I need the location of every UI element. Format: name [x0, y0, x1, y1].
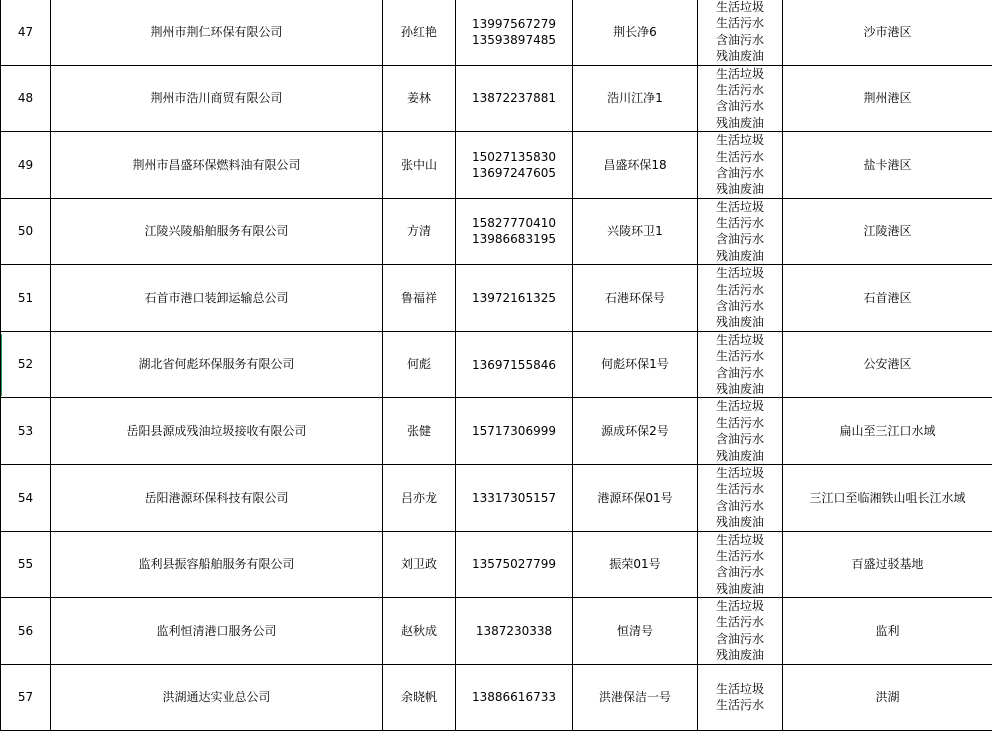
- company-name-cell[interactable]: 荆州市荆仁环保有限公司: [51, 0, 383, 65]
- phone-cell[interactable]: [456, 598, 573, 665]
- row-number-cell[interactable]: 55: [1, 531, 51, 598]
- service-area-cell[interactable]: 江陵港区: [783, 198, 992, 265]
- waste-type: 含油污水: [698, 631, 782, 647]
- company-name-cell[interactable]: 荆州市浩川商贸有限公司: [51, 65, 383, 132]
- row-number-cell[interactable]: 51: [1, 265, 51, 332]
- waste-type: 残油废油: [698, 581, 782, 597]
- phone-number: 13886616733: [456, 689, 572, 705]
- waste-type: 残油废油: [698, 381, 782, 397]
- table-row: [1, 464, 992, 531]
- waste-type: 生活垃圾: [698, 265, 782, 281]
- service-area-cell[interactable]: 洪湖: [783, 664, 992, 730]
- waste-type: 生活污水: [698, 149, 782, 165]
- contact-person-cell[interactable]: 赵秋成: [383, 598, 456, 665]
- waste-type: 含油污水: [698, 98, 782, 114]
- waste-type: 含油污水: [698, 564, 782, 580]
- company-name-cell[interactable]: 石首市港口装卸运输总公司: [51, 265, 383, 332]
- waste-type: 含油污水: [698, 32, 782, 48]
- phone-number: 13986683195: [456, 231, 572, 247]
- vessel-name-cell[interactable]: 恒清号: [573, 598, 698, 665]
- table-row: [1, 598, 992, 665]
- waste-type: 残油废油: [698, 48, 782, 64]
- waste-types-cell[interactable]: [698, 265, 783, 332]
- vessel-name-cell[interactable]: 荆长净6: [573, 0, 698, 65]
- contact-person-cell[interactable]: 姜林: [383, 65, 456, 132]
- phone-number: 15827770410: [456, 215, 572, 231]
- waste-type: 含油污水: [698, 498, 782, 514]
- waste-type: 残油废油: [698, 115, 782, 131]
- waste-types-cell[interactable]: [698, 132, 783, 199]
- waste-type: 生活污水: [698, 481, 782, 497]
- waste-type: 残油废油: [698, 514, 782, 530]
- vessel-name-cell[interactable]: 港源环保01号: [573, 464, 698, 531]
- waste-type: 生活污水: [698, 697, 782, 713]
- phone-number: 13972161325: [456, 290, 572, 306]
- waste-types-cell[interactable]: [698, 598, 783, 665]
- table-row: [1, 0, 992, 65]
- waste-type: 生活污水: [698, 548, 782, 564]
- contact-person-cell[interactable]: 何彪: [383, 331, 456, 398]
- row-number-cell[interactable]: 49: [1, 132, 51, 199]
- phone-cell[interactable]: [456, 198, 573, 265]
- contact-person-cell[interactable]: 吕亦龙: [383, 464, 456, 531]
- waste-types-cell[interactable]: [698, 531, 783, 598]
- company-name-cell[interactable]: 洪湖通达实业总公司: [51, 664, 383, 730]
- service-area-cell[interactable]: 监利: [783, 598, 992, 665]
- vessel-name-cell[interactable]: 何彪环保1号: [573, 331, 698, 398]
- table-row: [1, 664, 992, 730]
- contact-person-cell[interactable]: 刘卫政: [383, 531, 456, 598]
- waste-type: 残油废油: [698, 181, 782, 197]
- contact-person-cell[interactable]: 方清: [383, 198, 456, 265]
- waste-type: 生活污水: [698, 15, 782, 31]
- table-row: [1, 132, 992, 199]
- waste-type: 残油废油: [698, 248, 782, 264]
- row-number-cell[interactable]: 47: [1, 0, 51, 65]
- service-area-cell[interactable]: 石首港区: [783, 265, 992, 332]
- company-name-cell[interactable]: 江陵兴陵船舶服务有限公司: [51, 198, 383, 265]
- waste-type: 残油废油: [698, 647, 782, 663]
- service-area-cell[interactable]: 三江口至临湘铁山咀长江水域: [783, 464, 992, 531]
- vessel-name-cell[interactable]: 昌盛环保18: [573, 132, 698, 199]
- phone-number: 13697155846: [456, 357, 572, 373]
- waste-type: 残油废油: [698, 314, 782, 330]
- waste-types-cell[interactable]: [698, 65, 783, 132]
- waste-type: 生活垃圾: [698, 681, 782, 697]
- contact-person-cell[interactable]: 张中山: [383, 132, 456, 199]
- phone-cell[interactable]: [456, 464, 573, 531]
- company-name-cell[interactable]: 荆州市昌盛环保燃料油有限公司: [51, 132, 383, 199]
- waste-type: 含油污水: [698, 298, 782, 314]
- waste-type: 生活垃圾: [698, 132, 782, 148]
- waste-type: 生活垃圾: [698, 398, 782, 414]
- waste-types-cell[interactable]: [698, 664, 783, 730]
- phone-number: 13317305157: [456, 490, 572, 506]
- service-area-cell[interactable]: 百盛过驳基地: [783, 531, 992, 598]
- company-name-cell[interactable]: 岳阳县源成残油垃圾接收有限公司: [51, 398, 383, 465]
- waste-type: 生活污水: [698, 348, 782, 364]
- company-name-cell[interactable]: 监利县振容船舶服务有限公司: [51, 531, 383, 598]
- vessel-name-cell[interactable]: 兴陵环卫1: [573, 198, 698, 265]
- row-number-cell[interactable]: 52: [1, 331, 51, 398]
- phone-cell[interactable]: [456, 0, 573, 65]
- service-area-cell[interactable]: 沙市港区: [783, 0, 992, 65]
- waste-type: 生活垃圾: [698, 0, 782, 15]
- service-area-cell[interactable]: 盐卡港区: [783, 132, 992, 199]
- phone-cell[interactable]: [456, 265, 573, 332]
- table-row: [1, 331, 992, 398]
- company-name-cell[interactable]: 湖北省何彪环保服务有限公司: [51, 331, 383, 398]
- waste-type: 含油污水: [698, 431, 782, 447]
- service-area-cell[interactable]: 扁山至三江口水域: [783, 398, 992, 465]
- waste-type: 生活污水: [698, 282, 782, 298]
- waste-type: 生活污水: [698, 215, 782, 231]
- phone-number: 13593897485: [456, 32, 572, 48]
- service-area-cell[interactable]: 荆州港区: [783, 65, 992, 132]
- table-row: [1, 531, 992, 598]
- waste-type: 含油污水: [698, 231, 782, 247]
- phone-cell[interactable]: [456, 531, 573, 598]
- phone-cell[interactable]: [456, 664, 573, 730]
- waste-type: 生活垃圾: [698, 66, 782, 82]
- row-number-cell[interactable]: 54: [1, 464, 51, 531]
- waste-type: 生活污水: [698, 415, 782, 431]
- phone-cell[interactable]: [456, 65, 573, 132]
- phone-cell[interactable]: [456, 398, 573, 465]
- vessel-name-cell[interactable]: 洪港保洁一号: [573, 664, 698, 730]
- table-row: [1, 198, 992, 265]
- vessel-name-cell[interactable]: 浩川江净1: [573, 65, 698, 132]
- phone-number: 15027135830: [456, 149, 572, 165]
- waste-types-cell[interactable]: [698, 464, 783, 531]
- table-row: [1, 65, 992, 132]
- table-row: [1, 265, 992, 332]
- row-number-cell[interactable]: 56: [1, 598, 51, 665]
- phone-number: 13575027799: [456, 556, 572, 572]
- vessel-name-cell[interactable]: 源成环保2号: [573, 398, 698, 465]
- phone-cell[interactable]: [456, 132, 573, 199]
- phone-cell[interactable]: [456, 331, 573, 398]
- company-name-cell[interactable]: 监利恒清港口服务公司: [51, 598, 383, 665]
- table-body: [1, 0, 992, 730]
- phone-number: 13697247605: [456, 165, 572, 181]
- row-number-cell[interactable]: 57: [1, 664, 51, 730]
- waste-type: 生活垃圾: [698, 332, 782, 348]
- waste-type: 生活垃圾: [698, 465, 782, 481]
- row-number-cell[interactable]: 53: [1, 398, 51, 465]
- waste-type: 残油废油: [698, 448, 782, 464]
- row-number-cell[interactable]: 48: [1, 65, 51, 132]
- service-area-cell[interactable]: 公安港区: [783, 331, 992, 398]
- phone-number: 13997567279: [456, 16, 572, 32]
- waste-types-cell[interactable]: [698, 331, 783, 398]
- waste-type: 含油污水: [698, 365, 782, 381]
- phone-number: 13872237881: [456, 90, 572, 106]
- contact-person-cell[interactable]: 余晓帆: [383, 664, 456, 730]
- waste-type: 生活垃圾: [698, 598, 782, 614]
- waste-type: 生活污水: [698, 614, 782, 630]
- waste-types-cell[interactable]: [698, 198, 783, 265]
- vessel-name-cell[interactable]: 石港环保号: [573, 265, 698, 332]
- waste-type: 生活垃圾: [698, 532, 782, 548]
- phone-number: 1387230338: [456, 623, 572, 639]
- table-row: [1, 398, 992, 465]
- phone-number: 15717306999: [456, 423, 572, 439]
- vessel-name-cell[interactable]: 振荣01号: [573, 531, 698, 598]
- row-number-cell[interactable]: 50: [1, 198, 51, 265]
- contact-person-cell[interactable]: 孙红艳: [383, 0, 456, 65]
- contact-person-cell[interactable]: 张健: [383, 398, 456, 465]
- waste-type: 生活垃圾: [698, 199, 782, 215]
- contact-person-cell[interactable]: 鲁福祥: [383, 265, 456, 332]
- waste-type: 生活污水: [698, 82, 782, 98]
- waste-type: 含油污水: [698, 165, 782, 181]
- company-name-cell[interactable]: 岳阳港源环保科技有限公司: [51, 464, 383, 531]
- waste-types-cell[interactable]: [698, 0, 783, 65]
- waste-types-cell[interactable]: [698, 398, 783, 465]
